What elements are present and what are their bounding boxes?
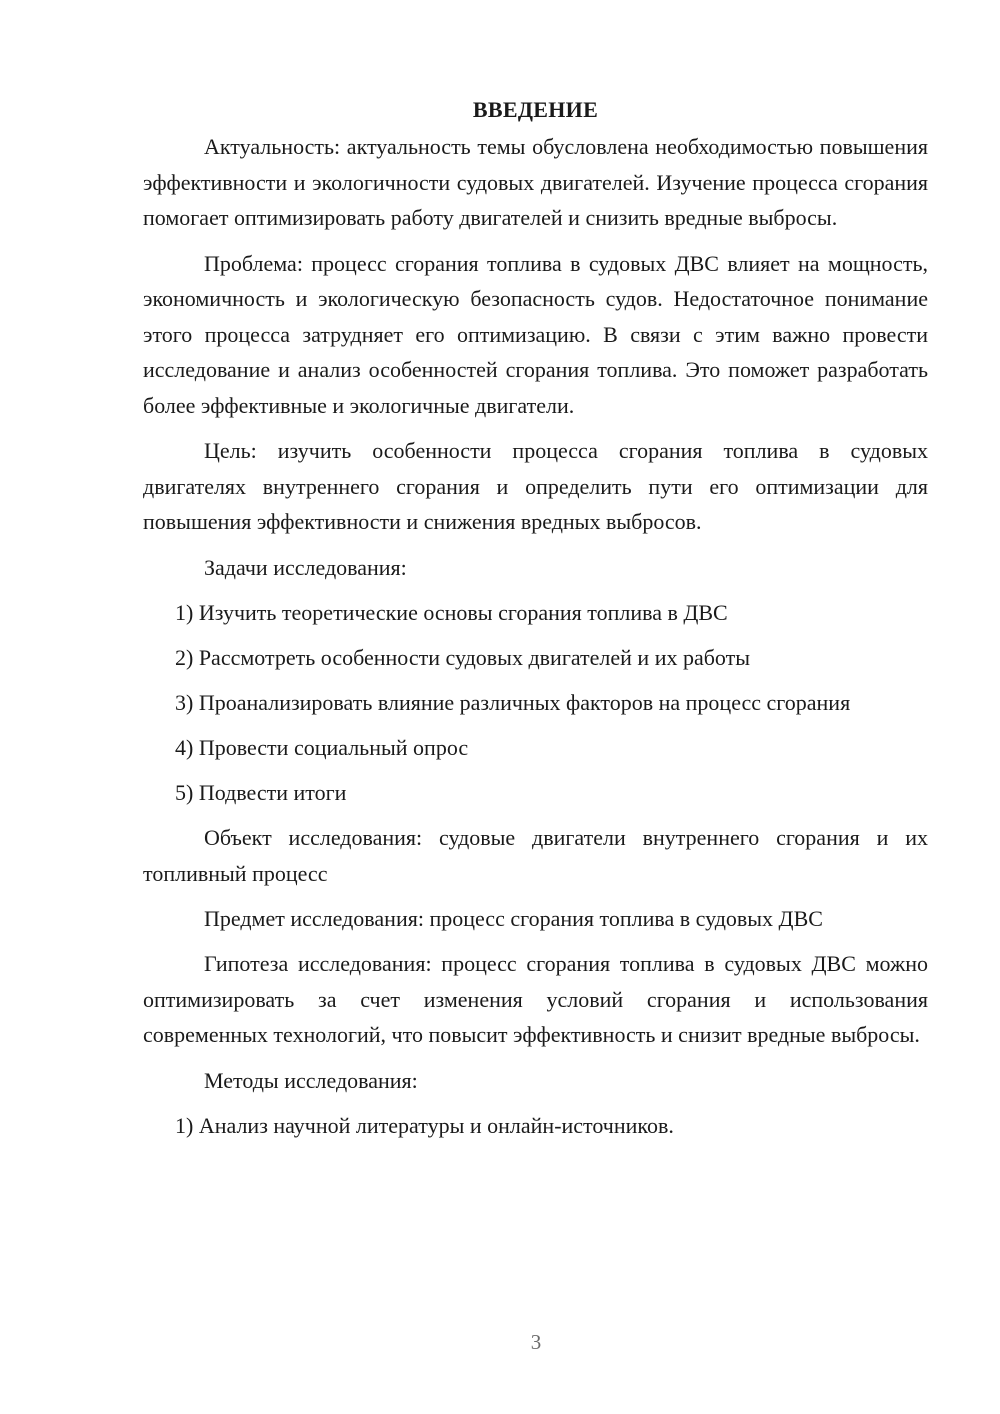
subject-paragraph: Предмет исследования: процесс сгорания топлива в судовых ДВС bbox=[204, 906, 823, 931]
page-number: 3 bbox=[530, 1330, 542, 1354]
tasks-title: Задачи исследования: bbox=[204, 554, 407, 580]
methods-title: Методы исследования: bbox=[204, 1067, 418, 1093]
task-item: 4) Провести социальный опрос bbox=[175, 735, 469, 760]
section-heading: ВВЕДЕНИЕ bbox=[472, 97, 599, 122]
goal-paragraph: Цель: изучить особенности процесса сгорания топлива в судовых двигателях внутреннего сгорания и определить пути его оптимизации для повышения эффективности и снижения вредных выбросов. bbox=[143, 438, 928, 534]
method-item: 1) Анализ научной литературы и онлайн-источников. bbox=[175, 1112, 674, 1138]
task-item: 3) Проанализировать влияние различных факторов на процесс сгорания bbox=[175, 689, 851, 715]
task-item: 2) Рассмотреть особенности судовых двигателей и их работы bbox=[175, 644, 751, 670]
relevance-paragraph: Актуальность: актуальность темы обусловлена необходимостью повышения эффективности и экологичности судовых двигателей. Изучение процесса сгорания помогает оптимизировать работу двигателей и снизить вредные выбросы. bbox=[143, 134, 928, 230]
document-body bbox=[143, 92, 928, 1153]
task-item: 5) Подвести итоги bbox=[175, 780, 347, 805]
hypothesis-paragraph: Гипотеза исследования: процесс сгорания топлива в судовых ДВС можно оптимизировать за счет изменения условий сгорания и использования современных технологий, что повысит эффективность и снизит вредные выбросы. bbox=[143, 951, 928, 1047]
problem-paragraph: Проблема: процесс сгорания топлива в судовых ДВС влияет на мощность, экономичность и экологическую безопасность судов. Недостаточное понимание этого процесса затрудняет его оптимизацию. В связи с этим важно провести исследование и анализ особенностей сгорания топлива. Это поможет разработать более эффективные и экологичные двигатели. bbox=[143, 250, 928, 418]
object-paragraph: Объект исследования: судовые двигатели внутреннего сгорания и их топливный процесс bbox=[143, 825, 928, 886]
task-item: 1) Изучить теоретические основы сгорания топлива в ДВС bbox=[175, 599, 728, 625]
